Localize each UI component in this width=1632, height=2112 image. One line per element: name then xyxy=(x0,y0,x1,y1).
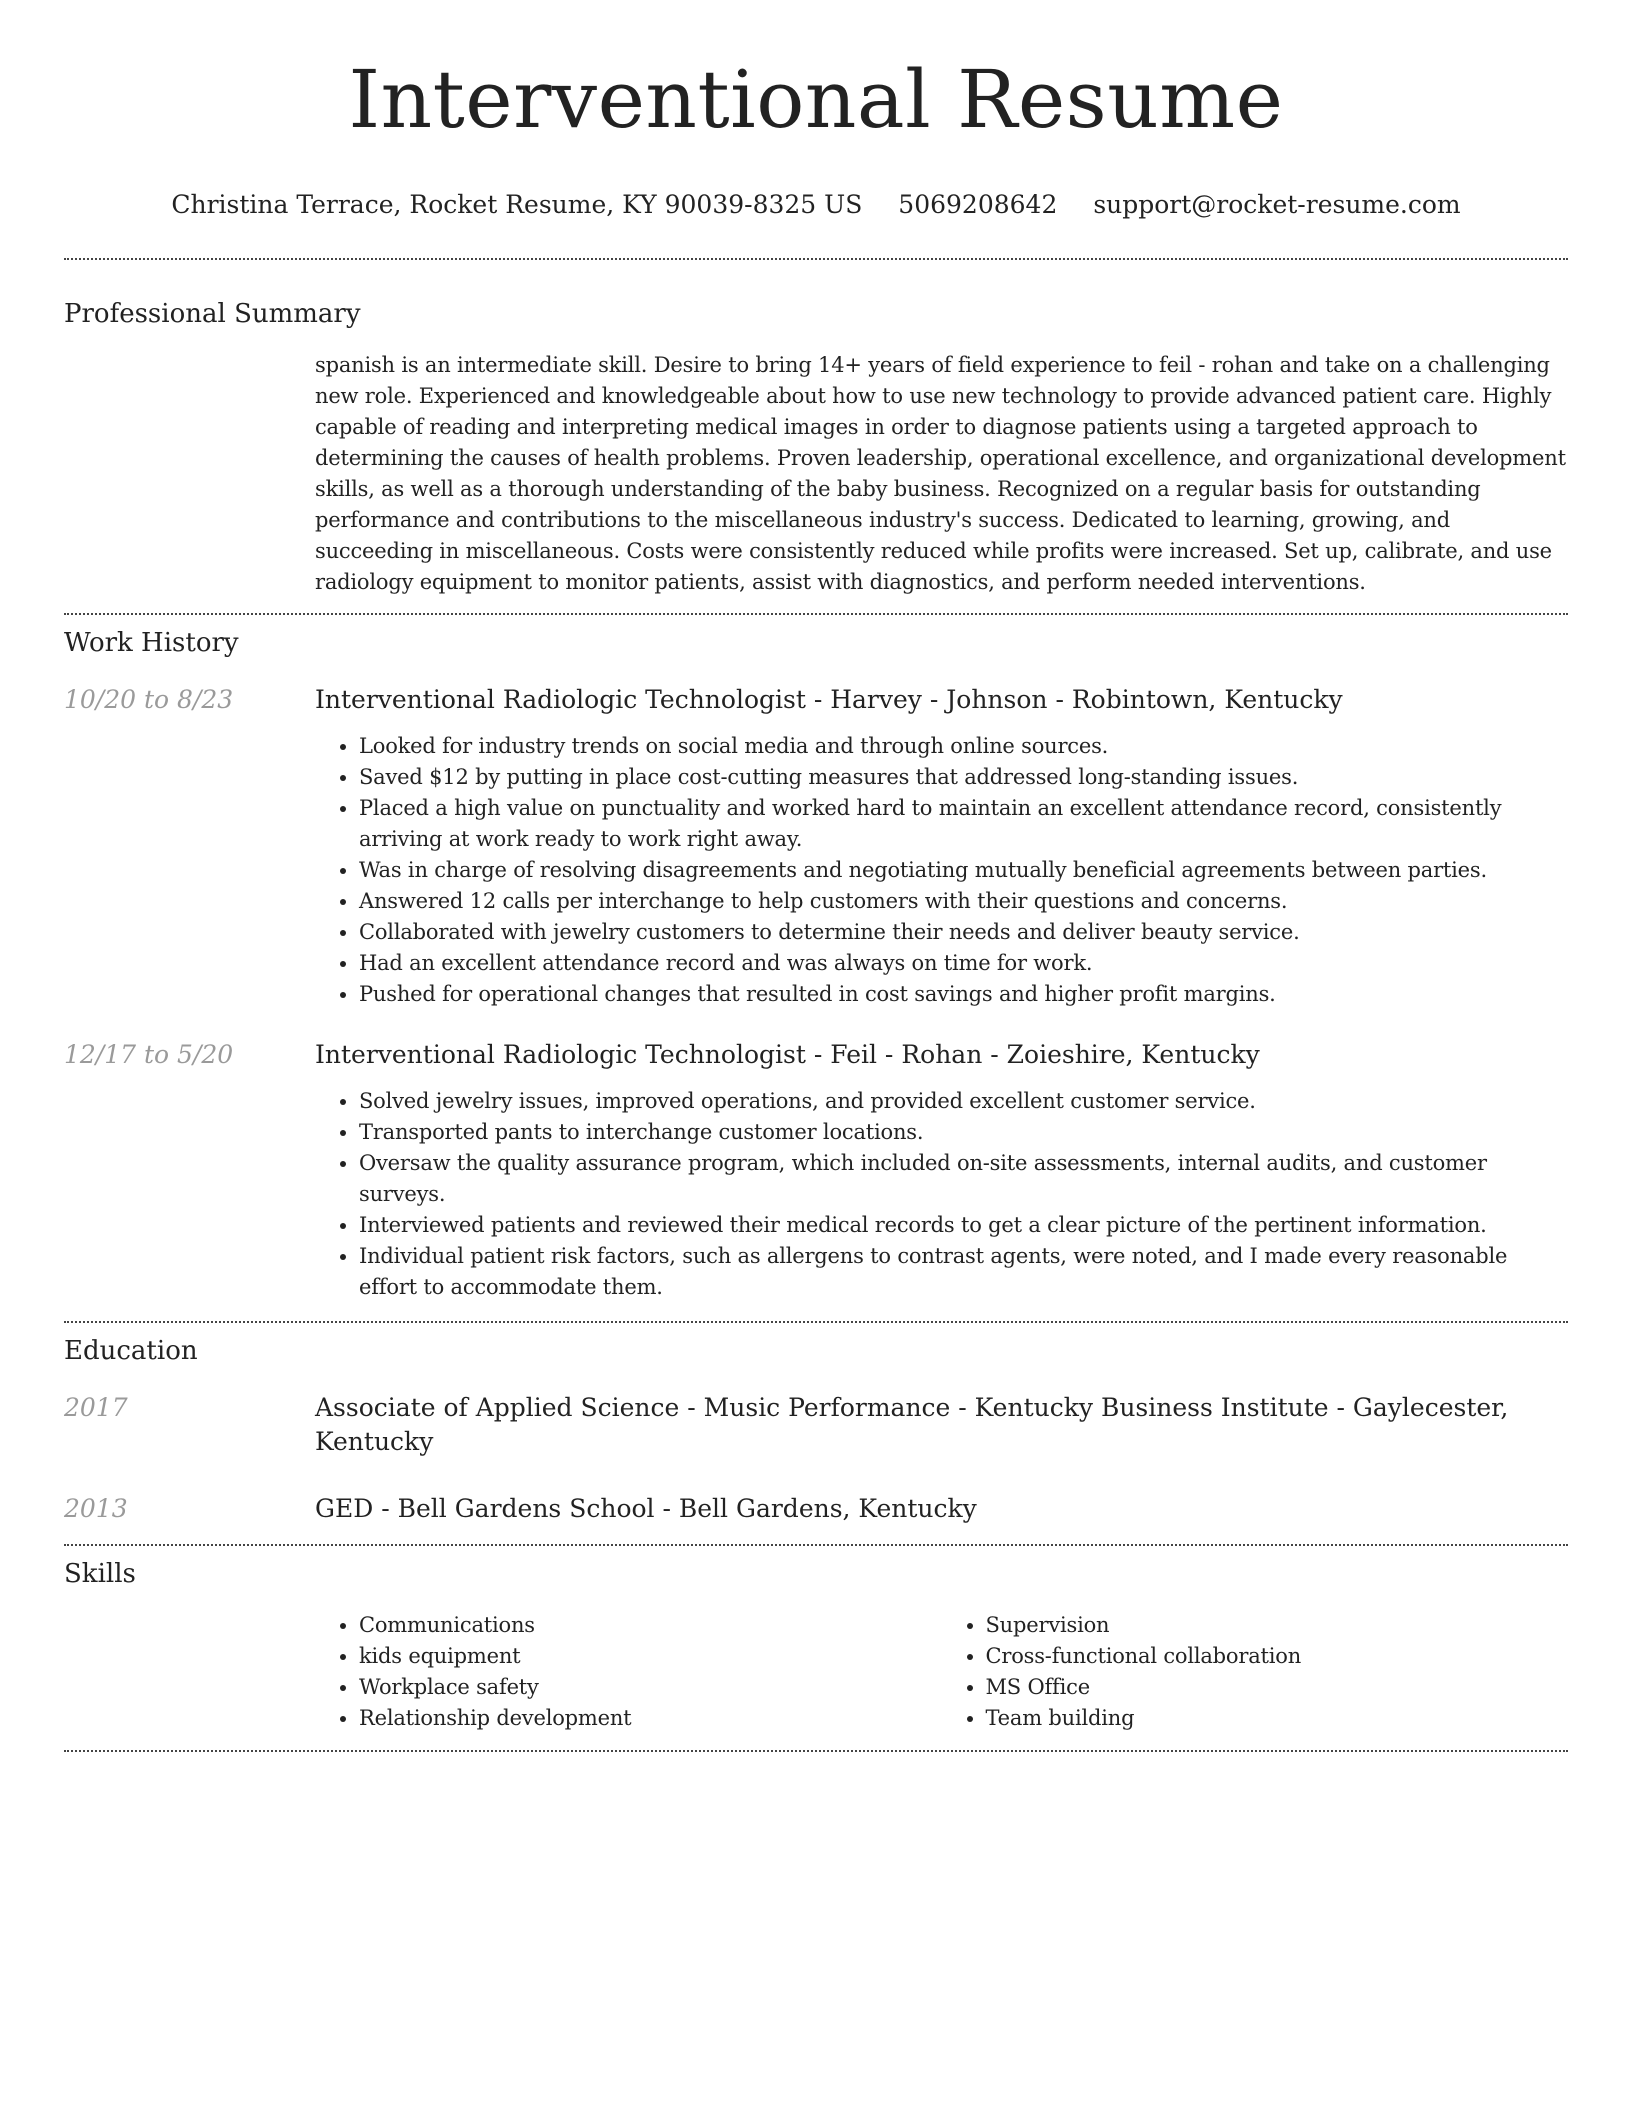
skill-item: • Communications xyxy=(359,1610,942,1641)
skills-list-right xyxy=(942,1610,1569,1734)
skill-item: • Supervision xyxy=(986,1610,1569,1641)
job-heading: Interventional Radiologic Technologist - Feil - Rohan - Zoieshire, Kentucky xyxy=(315,1040,1260,1069)
education-entry xyxy=(64,1492,1568,1526)
job-entry xyxy=(64,1038,1568,1303)
education-text: GED - Bell Gardens School - Bell Gardens, Kentucky xyxy=(315,1494,977,1523)
summary-text: spanish is an intermediate skill. Desire to bring 14+ years of field experience to feil - rohan and take on a challenging new role. Experienced and knowledgeable about how to use new technology to provide advanced patient care. Highly capable of reading and interpreting medical images in order to diagnose patients using a targeted approach to determining the causes of health problems. Proven leadership, operational excellence, and organizational development skills, as well as a thorough understanding of the baby business. Recognized on a regular basis for outstanding performance and contributions to the miscellaneous industry's success. Dedicated to learning, growing, and succeeding in miscellaneous. Costs were consistently reduced while profits were increased. Set up, calibrate, and use radiology equipment to monitor patients, assist with diagnostics, and perform needed interventions. xyxy=(315,353,1566,594)
contact-phone: 5069208642 xyxy=(898,190,1058,219)
list-item: • Had an excellent attendance record and was always on time for work. xyxy=(359,948,1568,979)
work-history-heading: Work History xyxy=(64,628,239,658)
work-history-section xyxy=(64,625,1568,1303)
list-item: • Oversaw the quality assurance program, which included on-site assessments, internal audits, and customer surveys. xyxy=(359,1148,1568,1210)
education-text: Associate of Applied Science - Music Performance - Kentucky Business Institute - Gaylecester, Kentucky xyxy=(315,1393,1509,1456)
list-item: • Saved $12 by putting in place cost-cutting measures that addressed long-standing issues. xyxy=(359,762,1568,793)
list-item: • Interviewed patients and reviewed their medical records to get a clear picture of the pertinent information. xyxy=(359,1210,1568,1241)
education-section xyxy=(64,1333,1568,1526)
list-item: • Answered 12 calls per interchange to help customers with their questions and concerns. xyxy=(359,886,1568,917)
education-year: 2017 xyxy=(64,1393,128,1422)
skills-list-left xyxy=(315,1610,942,1734)
skill-item: • Cross-functional collaboration xyxy=(986,1641,1569,1672)
list-item: • Was in charge of resolving disagreements and negotiating mutually beneficial agreements between parties. xyxy=(359,855,1568,886)
divider xyxy=(64,613,1568,615)
contact-line xyxy=(64,188,1568,222)
skills-heading: Skills xyxy=(64,1559,136,1589)
list-item: • Looked for industry trends on social media and through online sources. xyxy=(359,731,1568,762)
skill-item: • MS Office xyxy=(986,1672,1569,1703)
list-item: • Pushed for operational changes that resulted in cost savings and higher profit margins. xyxy=(359,979,1568,1010)
list-item: • Individual patient risk factors, such as allergens to contrast agents, were noted, and I made every reasonable effort to accommodate them. xyxy=(359,1241,1568,1303)
education-heading: Education xyxy=(64,1336,198,1366)
summary-heading: Professional Summary xyxy=(64,299,361,329)
list-item: • Placed a high value on punctuality and worked hard to maintain an excellent attendance record, consistently arriving at work ready to work right away. xyxy=(359,793,1568,855)
resume-title: Interventional Resume xyxy=(348,53,1284,146)
job-heading: Interventional Radiologic Technologist - Harvey - Johnson - Robintown, Kentucky xyxy=(315,685,1343,714)
job-bullets xyxy=(315,1086,1568,1303)
skill-item: • Workplace safety xyxy=(359,1672,942,1703)
list-item: • Collaborated with jewelry customers to determine their needs and deliver beauty service. xyxy=(359,917,1568,948)
skill-item: • kids equipment xyxy=(359,1641,942,1672)
contact-address: Christina Terrace, Rocket Resume, KY 90039-8325 US xyxy=(171,190,863,219)
contact-email: support@rocket-resume.com xyxy=(1093,190,1461,219)
list-item: • Solved jewelry issues, improved operations, and provided excellent customer service. xyxy=(359,1086,1568,1117)
education-entry xyxy=(64,1391,1568,1459)
summary-section xyxy=(64,296,1568,598)
job-bullets xyxy=(315,731,1568,1010)
divider xyxy=(64,1750,1568,1752)
job-entry xyxy=(64,683,1568,1010)
job-dates: 12/17 to 5/20 xyxy=(64,1040,234,1069)
divider xyxy=(64,258,1568,260)
list-item: • Transported pants to interchange customer locations. xyxy=(359,1117,1568,1148)
education-year: 2013 xyxy=(64,1494,128,1523)
skills-section xyxy=(64,1556,1568,1734)
divider xyxy=(64,1544,1568,1546)
skill-item: • Relationship development xyxy=(359,1703,942,1734)
divider xyxy=(64,1321,1568,1323)
skill-item: • Team building xyxy=(986,1703,1569,1734)
job-dates: 10/20 to 8/23 xyxy=(64,685,234,714)
